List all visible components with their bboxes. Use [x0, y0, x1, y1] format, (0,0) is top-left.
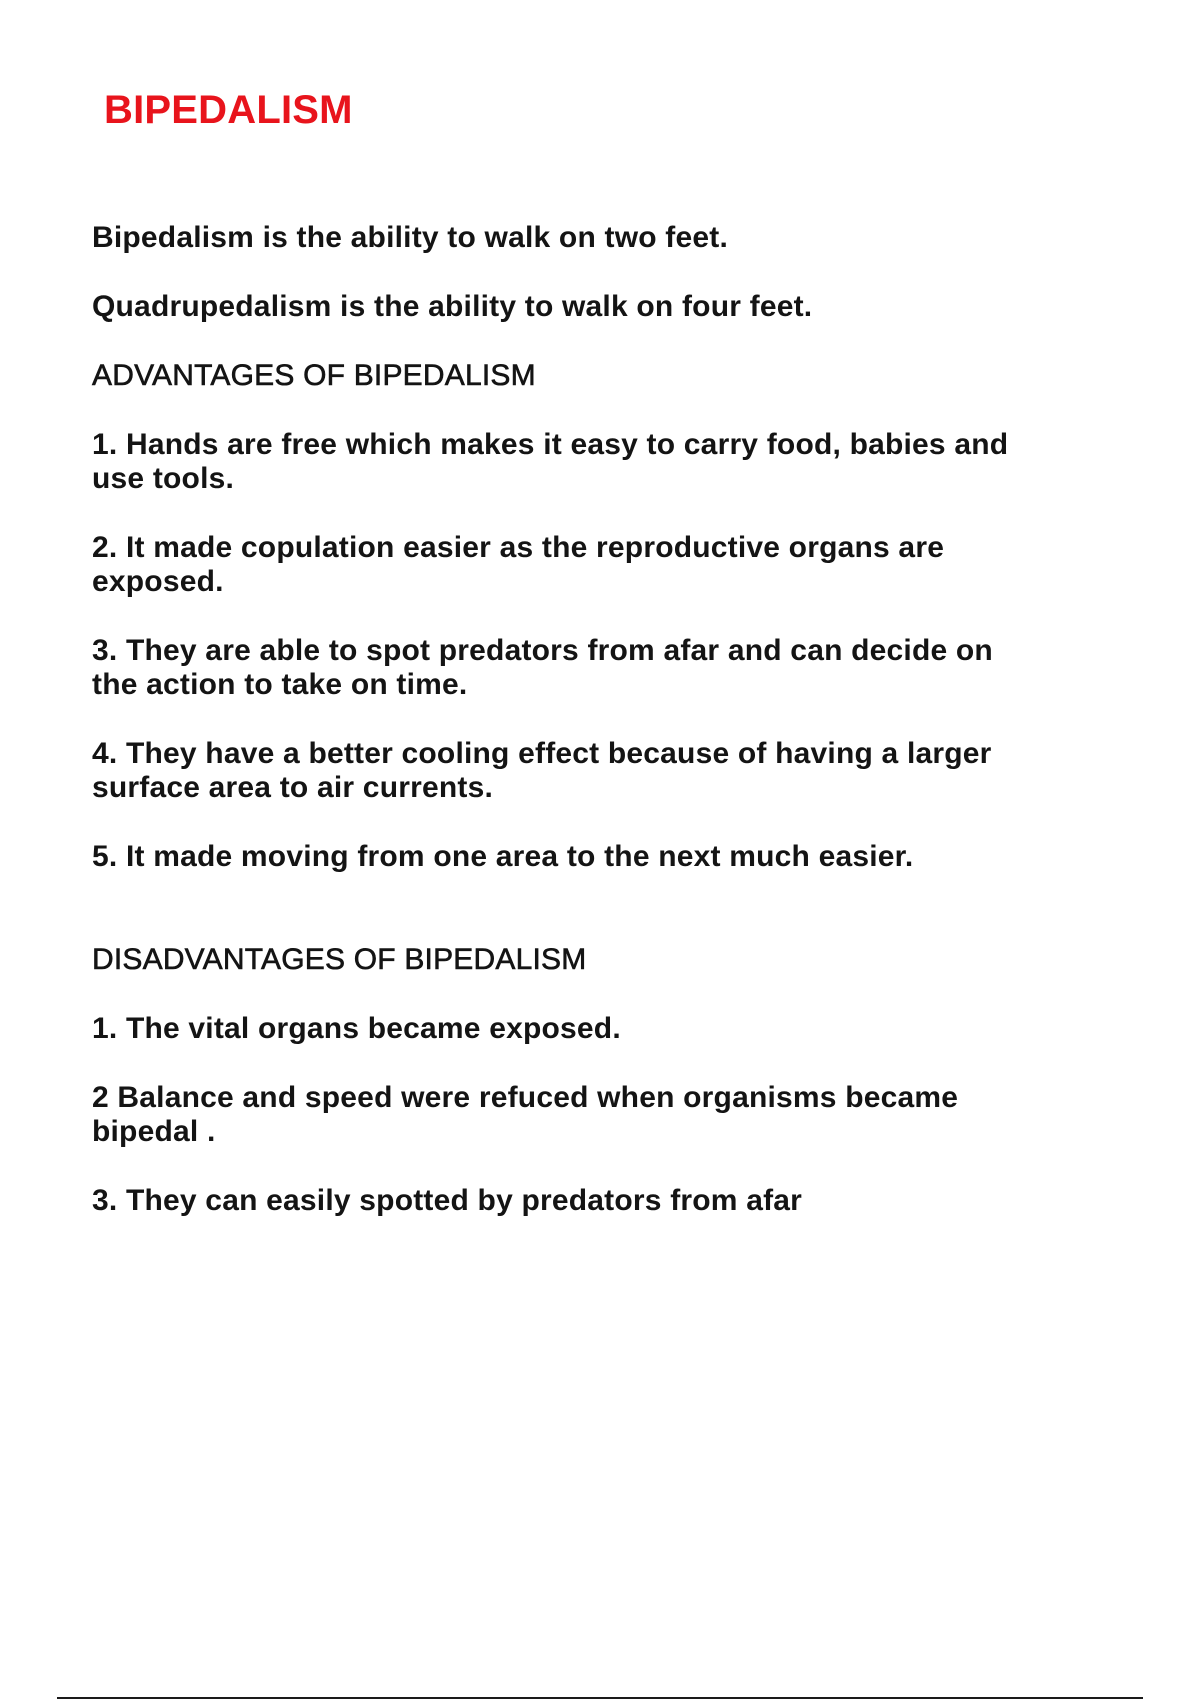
advantages-heading: ADVANTAGES OF BIPEDALISM [92, 359, 536, 392]
list-item-line: 5. It made moving from one area to the next much easier. [92, 840, 914, 873]
disadvantage-item-3 [92, 1184, 1092, 1218]
list-item-line: use tools. [92, 462, 235, 495]
advantage-item-5 [92, 840, 1092, 874]
intro-definition-bipedalism: Bipedalism is the ability to walk on two feet. [92, 221, 728, 254]
document-body [92, 221, 1092, 1218]
list-item-line: 4. They have a better cooling effect because of having a larger [92, 737, 992, 770]
page-title: BIPEDALISM [104, 88, 353, 132]
advantage-item-2 [92, 531, 1092, 599]
advantage-item-4 [92, 737, 1092, 805]
list-item-line: 3. They are able to spot predators from afar and can decide on [92, 634, 993, 667]
list-item-line: exposed. [92, 565, 224, 598]
disadvantage-item-2 [92, 1081, 1092, 1149]
list-item-line: 2 Balance and speed were refuced when organisms became [92, 1081, 959, 1114]
disadvantages-heading: DISADVANTAGES OF BIPEDALISM [92, 943, 587, 976]
list-item-line: 2. It made copulation easier as the reproductive organs are [92, 531, 945, 564]
intro-definition-quadrupedalism: Quadrupedalism is the ability to walk on four feet. [92, 290, 813, 323]
advantage-item-1 [92, 428, 1092, 496]
list-item-line: 3. They can easily spotted by predators from afar [92, 1184, 803, 1217]
disadvantage-item-1 [92, 1012, 1092, 1046]
list-item-line: bipedal . [92, 1115, 216, 1148]
list-item-line: surface area to air currents. [92, 771, 493, 804]
list-item-line: 1. The vital organs became exposed. [92, 1012, 621, 1045]
list-item-line: 1. Hands are free which makes it easy to carry food, babies and [92, 428, 1009, 461]
list-item-line: the action to take on time. [92, 668, 468, 701]
advantage-item-3 [92, 634, 1092, 702]
bottom-divider [57, 1697, 1143, 1699]
